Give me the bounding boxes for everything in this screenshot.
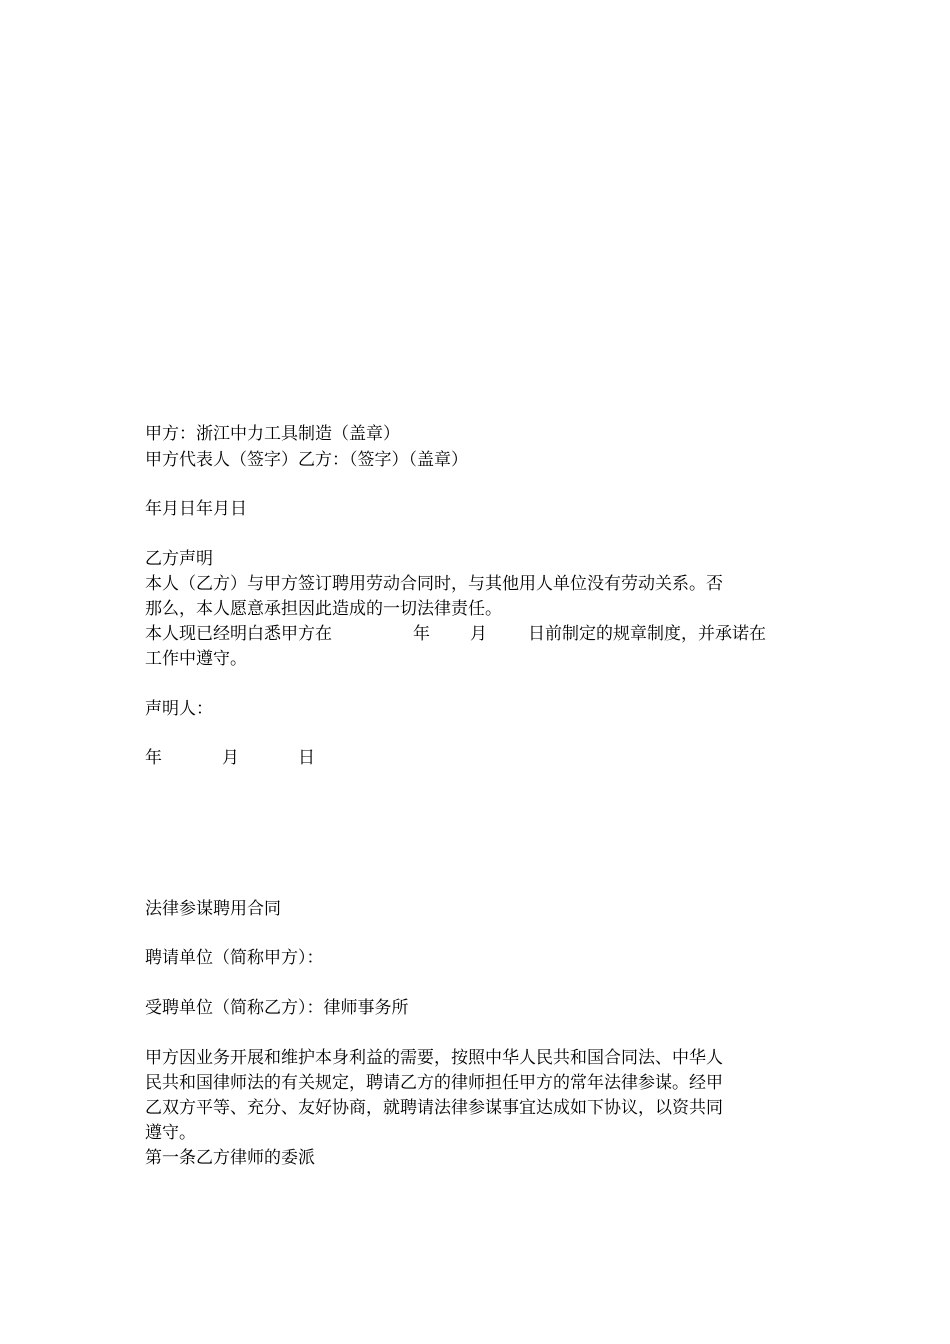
- contract-intro-line1: 甲方因业务开展和维护本身利益的需要，按照中华人民共和国合同法、中华人: [145, 1048, 723, 1068]
- declaration-para2-month: 月: [470, 624, 487, 644]
- declarant-label: 声明人：: [145, 699, 213, 719]
- contract-title: 法律参谋聘用合同: [145, 899, 281, 919]
- representatives-line: 甲方代表人（签字）乙方：（签字）（盖章）: [145, 450, 468, 470]
- contract-intro-line4: 遵守。: [145, 1123, 196, 1143]
- declaration-para1-line1: 本人（乙方）与甲方签订聘用劳动合同时，与其他用人单位没有劳动关系。否: [145, 574, 723, 594]
- contract-employer-line: 聘请单位（简称甲方）：: [145, 948, 324, 968]
- declaration-para2-line2: 工作中遵守。: [145, 649, 247, 669]
- contract-employee-line: 受聘单位（简称乙方）：律师事务所: [145, 998, 409, 1018]
- declaration-date-year: 年: [145, 748, 162, 768]
- declaration-para2-year: 年: [413, 624, 430, 644]
- declaration-date-month: 月: [222, 748, 239, 768]
- signature-dates-line: 年月日年月日: [145, 499, 247, 519]
- contract-intro-line3: 乙双方平等、充分、友好协商，就聘请法律参谋事宜达成如下协议，以资共同: [145, 1098, 723, 1118]
- declaration-para2-text-b: 日前制定的规章制度，并承诺在: [528, 624, 766, 644]
- declaration-para2-text-a: 本人现已经明白悉甲方在: [145, 624, 332, 644]
- party-a-line: 甲方：浙江中力工具制造（盖章）: [145, 424, 400, 444]
- declaration-heading: 乙方声明: [145, 549, 213, 569]
- contract-intro-line2: 民共和国律师法的有关规定，聘请乙方的律师担任甲方的常年法律参谋。经甲: [145, 1073, 723, 1093]
- declaration-date-day: 日: [298, 748, 315, 768]
- declaration-para1-line2: 那么，本人愿意承担因此造成的一切法律责任。: [145, 599, 502, 619]
- article-1-heading: 第一条乙方律师的委派: [145, 1148, 315, 1168]
